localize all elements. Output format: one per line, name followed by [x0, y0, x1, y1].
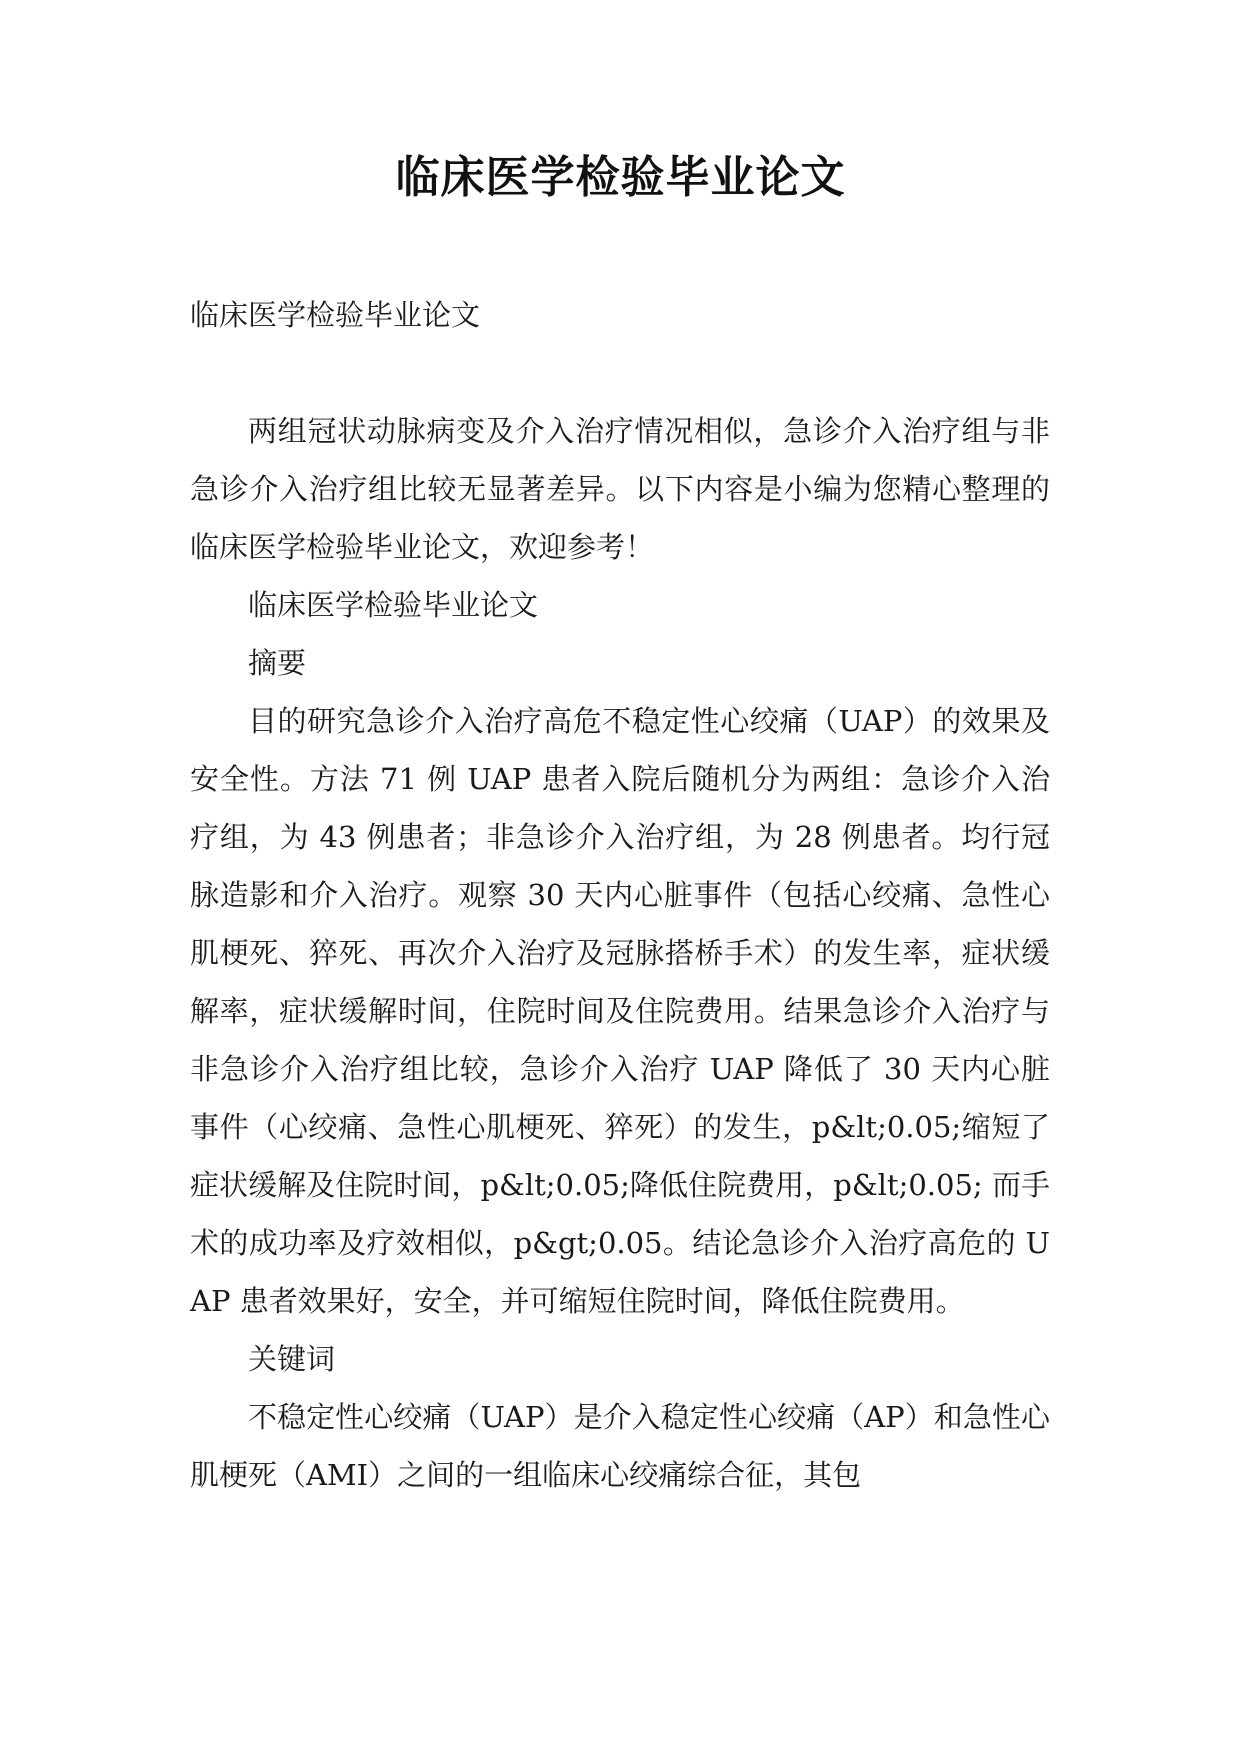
document-subtitle: 临床医学检验毕业论文 [190, 298, 481, 332]
abstract-paragraph: 目的研究急诊介入治疗高危不稳定性心绞痛（UAP）的效果及安全性。方法 71 例 UAP 患者入院后随机分为两组：急诊介入治疗组，为 43 例患者；非急诊介入治疗组，为 28 例患者。均行冠脉造影和介入治疗。观察 30 天内心脏事件（包括心绞痛、急性心肌梗死、猝死、再次介入治疗及冠脉搭桥手术）的发生率，症状缓解率，症状缓解时间，住院时间及住院费用。结果急诊介入治疗与非急诊介入治疗组比较，急诊介入治疗 UAP 降低了 30 天内心脏事件（心绞痛、急性心肌梗死、猝死）的发生，p&lt;0.05;缩短了症状缓解及住院时间，p&lt;0.05;降低住院费用，p&lt;0.05; 而手术的成功率及疗效相似，p&gt;0.05。结论急诊介入治疗高危的 UAP 患者效果好，安全，并可缩短住院时间，降低住院费用。 [190, 704, 1050, 1318]
intro-paragraph: 两组冠状动脉病变及介入治疗情况相似，急诊介入治疗组与非急诊介入治疗组比较无显著差异。以下内容是小编为您精心整理的临床医学检验毕业论文，欢迎参考！ [190, 414, 1050, 564]
document-title: 临床医学检验毕业论文 [395, 152, 846, 203]
body-paragraph: 不稳定性心绞痛（UAP）是介入稳定性心绞痛（AP）和急性心肌梗死（AMI）之间的一组临床心绞痛综合征，其包 [190, 1400, 1050, 1492]
abstract-heading: 摘要 [248, 646, 307, 680]
keywords-heading: 关键词 [248, 1342, 336, 1376]
section-heading-title: 临床医学检验毕业论文 [248, 588, 539, 622]
document-body [190, 286, 1050, 1504]
